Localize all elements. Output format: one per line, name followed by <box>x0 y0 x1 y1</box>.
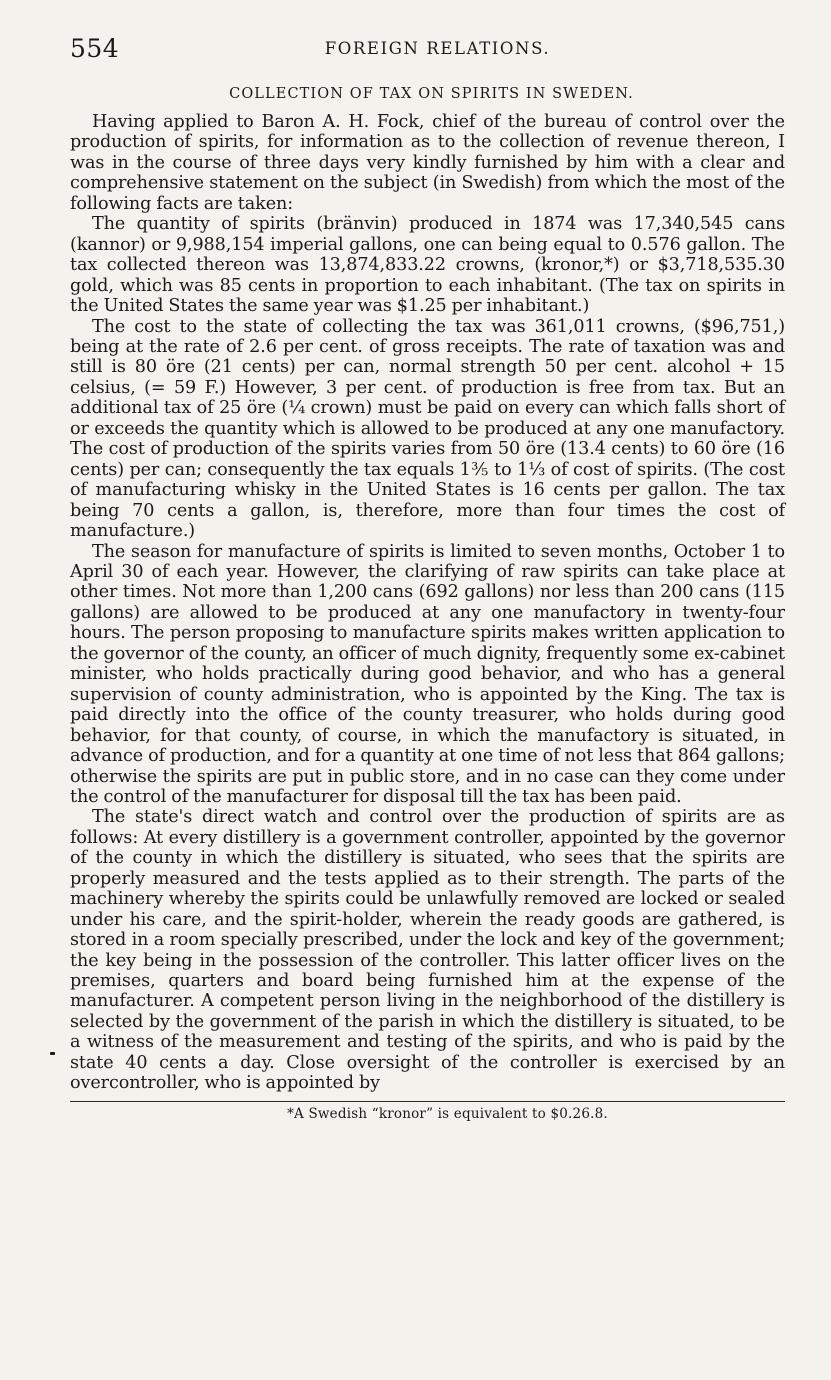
running-head <box>70 34 785 68</box>
paragraph-intro: Having applied to Baron A. H. Fock, chief of the bureau of control over the production of spirits, for information as to the collection of revenue thereon, I was in the course of three days very kindly furnished by him with a clear and comprehensive statement on the subject (in Swedish) from which the most of the following facts are taken: <box>70 112 785 214</box>
paragraph-cost: The cost to the state of collecting the tax was 361,011 crowns, ($96,751,) being at the rate of 2.6 per cent. of gross receipts. The rate of taxation was and still is 80 öre (21 cents) per can, normal strength 50 per cent. alcohol + 15 celsius, (= 59 F.) However, 3 per cent. of production is free from tax. But an additional tax of 25 öre (¼ crown) must be paid on every can which falls short of or exceeds the quantity which is allowed to be produced at any one manufactory. The cost of production of the spirits varies from 50 öre (13.4 cents) to 60 öre (16 cents) per can; consequently the tax equals 1⅗ to 1⅓ of cost of spirits. (The cost of manufacturing whisky in the United States is 16 cents per gallon. The tax being 70 cents a gallon, is, therefore, more than four times the cost of manufacture.) <box>70 316 785 542</box>
paragraph-quantity: The quantity of spirits (bränvin) produced in 1874 was 17,340,545 cans (kannor) or 9,988,154 imperial gallons, one can being equal to 0.576 gallon. The tax collected thereon was 13,874,833.22 crowns, (kronor,*) or $3,718,535.30 gold, which was 85 cents in proportion to each inhabitant. (The tax on spirits in the United States the same year was $1.25 per inhabitant.) <box>70 214 785 317</box>
article-body <box>70 112 785 1094</box>
section-title: COLLECTION OF TAX ON SPIRITS IN SWEDEN. <box>229 86 634 102</box>
paragraph-season: The season for manufacture of spirits is limited to seven months, October 1 to April 30 of each year. However, the clarifying of raw spirits can take place at other times. Not more than 1,200 cans (692 gallons) nor less than 200 cans (115 gallons) are allowed to be produced at any one manufactory in twenty-four hours. The person proposing to manufacture spirits makes written application to the governor of the county, an officer of much dignity, frequently some ex-cabinet minister, who holds practically during good behavior, and who has a general supervision of county administration, who is appointed by the King. The tax is paid directly into the office of the county treasurer, who holds during good behavior, for that county, of course, in which the manufactory is situated, in advance of production, and for a quantity at one time of not less that 864 gallons; otherwise the spirits are put in public store, and in no case can they come under the control of the manufacturer for disposal till the tax has been paid. <box>70 541 785 807</box>
footnote-rule <box>70 1101 785 1102</box>
page-number: 554 <box>70 34 120 63</box>
footnote: *A Swedish “kronor” is equivalent to $0.26.8. <box>287 1105 608 1122</box>
document-page <box>70 34 785 1122</box>
stray-ink-mark <box>50 1052 55 1055</box>
running-title: FOREIGN RELATIONS. <box>324 39 551 58</box>
paragraph-control: The state's direct watch and control over the production of spirits are as follows: At every distillery is a government controller, appointed by the governor of the county in which the distillery is situated, who sees that the spirits are properly measured and the tests applied as to their strength. The parts of the machinery whereby the spirits could be unlawfully removed are locked or sealed under his care, and the spirit-holder, wherein the ready goods are gathered, is stored in a room specially prescribed, under the lock and key of the government; the key being in the possession of the controller. This latter officer lives on the premises, quarters and board being furnished him at the expense of the manufacturer. A competent person living in the neighborhood of the distillery is selected by the government of the parish in which the distillery is situated, to be a witness of the measurement and testing of the spirits, and who is paid by the state 40 cents a day. Close oversight of the controller is exercised by an overcontroller, who is appointed by <box>70 807 785 1094</box>
